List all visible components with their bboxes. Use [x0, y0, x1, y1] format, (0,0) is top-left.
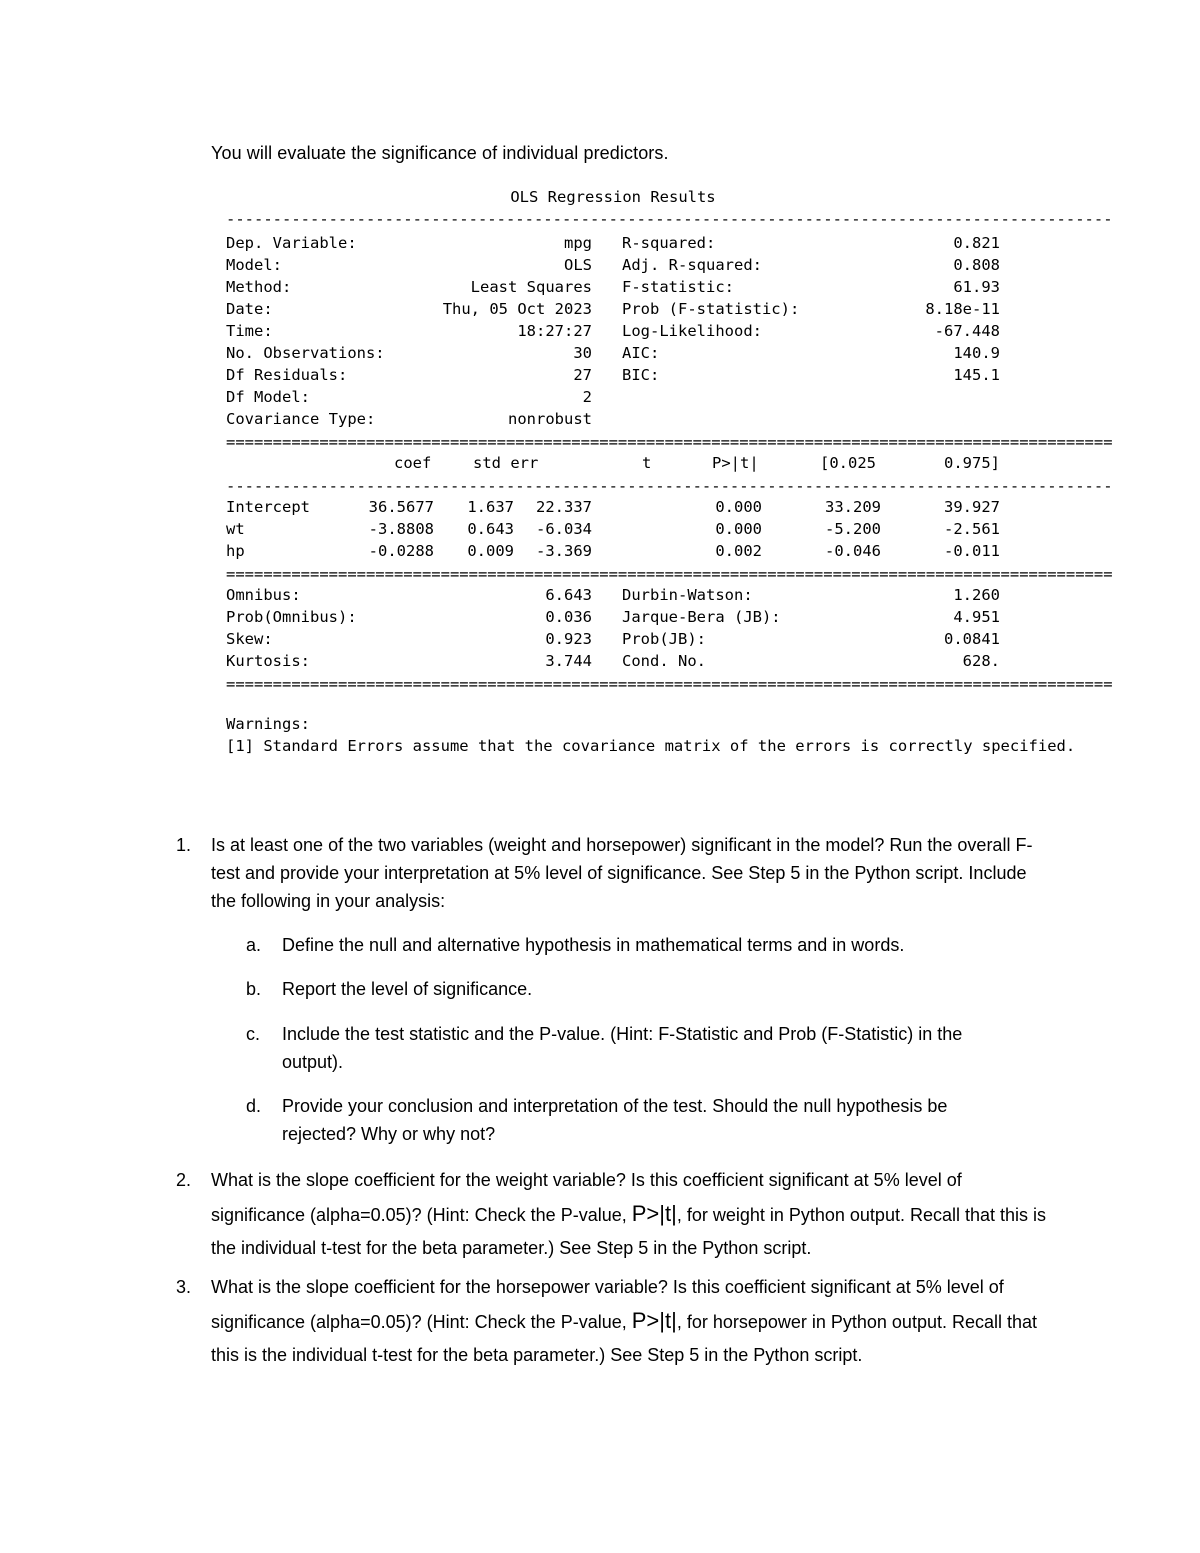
stat-value: -67.448 [934, 322, 1000, 340]
p-value-symbol: P>|t| [631, 1308, 677, 1333]
stat-value: 628. [962, 652, 1000, 670]
stat-row [226, 606, 1000, 628]
intro-text: You will evaluate the significance of individual predictors. [211, 143, 669, 163]
stat-row [226, 650, 1000, 672]
coef-cell: -0.046 [825, 542, 881, 560]
question-number: 2. [176, 1170, 192, 1190]
stat-row [226, 386, 1000, 408]
coef-cell: 0.000 [715, 520, 762, 538]
stat-value: Thu, 05 Oct 2023 [442, 300, 592, 318]
stat-label: Method: [226, 278, 292, 296]
stat-label: Adj. R-squared: [622, 256, 762, 274]
coef-cell: -0.0288 [368, 542, 434, 560]
col-header-coef: coef [394, 454, 432, 472]
coef-cell: 1.637 [467, 498, 514, 516]
col-header-ci-high: 0.975] [944, 454, 1000, 472]
coef-cell: -6.034 [536, 520, 592, 538]
col-header-stderr: std err [473, 454, 539, 472]
stat-row [226, 276, 1000, 298]
stat-label: Df Model: [226, 388, 310, 406]
stat-row [226, 232, 1000, 254]
sub-letter: c. [246, 1024, 261, 1044]
stat-value: 145.1 [953, 366, 1000, 384]
stat-value: 1.260 [953, 586, 1000, 604]
stat-value: 0.821 [953, 234, 1000, 252]
rule-equals: =============================================================================================== [226, 565, 1113, 583]
coef-row [226, 540, 1000, 562]
sub-text: Report the level of significance. [282, 979, 533, 999]
stat-label: Cond. No. [622, 652, 706, 670]
col-header-t: t [642, 454, 652, 472]
question-number: 3. [176, 1277, 192, 1297]
stat-label: R-squared: [622, 234, 716, 252]
question-text-part: What is the slope coefficient for the weight variable? Is this coefficient significant at 5% level of significance (alpha=0.05)? (Hint: Check the P-value, [211, 1170, 962, 1225]
question-text-part: , for weight in Python output. Recall that this is the individual t-test for the beta parameter.) See Step 5 in the Python script. [211, 1205, 1047, 1258]
stat-value: 0.036 [545, 608, 592, 626]
ols-title: OLS Regression Results [510, 188, 716, 206]
stat-value: 18:27:27 [517, 322, 592, 340]
rule-equals: =============================================================================================== [226, 675, 1113, 693]
coef-cell: 36.5677 [368, 498, 434, 516]
coef-cell: 39.927 [944, 498, 1000, 516]
stat-row [226, 320, 1000, 342]
stat-label: Log-Likelihood: [622, 322, 762, 340]
sub-letter: d. [246, 1096, 262, 1116]
stat-label: Jarque-Bera (JB): [622, 608, 781, 626]
sub-text: Define the null and alternative hypothesis in mathematical terms and in words. [282, 935, 905, 955]
stat-label: AIC: [622, 344, 660, 362]
question-text [211, 1271, 1051, 1372]
stat-label: Date: [226, 300, 273, 318]
coef-cell: -2.561 [944, 520, 1000, 538]
question-text [211, 1164, 1051, 1265]
stat-label: F-statistic: [622, 278, 734, 296]
stat-row [226, 628, 1000, 650]
stat-label: Omnibus: [226, 586, 301, 604]
sub-text: Provide your conclusion and interpretation of the test. Should the null hypothesis be rejected? Why or why not? [282, 1096, 948, 1144]
stat-label: Df Residuals: [226, 366, 348, 384]
stat-row [226, 408, 1000, 430]
coef-cell: -3.8808 [368, 520, 434, 538]
stat-label: Skew: [226, 630, 273, 648]
stat-label: No. Observations: [226, 344, 385, 362]
col-header-ci-low: [0.025 [820, 454, 876, 472]
stat-value: 4.951 [953, 608, 1000, 626]
stat-value: nonrobust [508, 410, 592, 428]
stat-label: Prob (F-statistic): [622, 300, 800, 318]
coef-term: wt [226, 520, 245, 538]
col-header-pvalue: P>|t| [712, 454, 759, 472]
stat-value: 0.0841 [944, 630, 1000, 648]
stat-value: 8.18e-11 [925, 300, 1000, 318]
coef-cell: -3.369 [536, 542, 592, 560]
stat-value: Least Squares [470, 278, 592, 296]
coef-row [226, 518, 1000, 540]
coef-cell: 0.000 [715, 498, 762, 516]
stat-row [226, 342, 1000, 364]
stat-label: Durbin-Watson: [622, 586, 753, 604]
stat-value: 140.9 [953, 344, 1000, 362]
warnings-title: Warnings: [226, 715, 310, 733]
question-number: 1. [176, 835, 192, 855]
coef-header-row [226, 452, 1000, 474]
rule-dash: ----------------------------------------------------------------------------------------------- [226, 477, 1113, 495]
stat-label: Kurtosis: [226, 652, 310, 670]
stat-value: 30 [573, 344, 592, 362]
coef-cell: 0.002 [715, 542, 762, 560]
stat-value: 61.93 [953, 278, 1000, 296]
question-text-part: What is the slope coefficient for the horsepower variable? Is this coefficient significant at 5% level of significance (alpha=0.05)? (Hint: Check the P-value, [211, 1277, 1004, 1332]
stat-value: 2 [582, 388, 592, 406]
rule-dash: ----------------------------------------------------------------------------------------------- [226, 210, 1113, 228]
stat-value: 0.923 [545, 630, 592, 648]
stat-label: Prob(JB): [622, 630, 706, 648]
coef-cell: -0.011 [944, 542, 1000, 560]
sub-text: Include the test statistic and the P-value. (Hint: F-Statistic and Prob (F-Statistic) in the output). [282, 1024, 963, 1072]
stat-label: Prob(Omnibus): [226, 608, 357, 626]
stat-value: mpg [564, 234, 592, 252]
stat-label: BIC: [622, 366, 660, 384]
sub-letter: a. [246, 935, 262, 955]
stat-value: 27 [573, 366, 592, 384]
coef-cell: 0.009 [467, 542, 514, 560]
rule-equals: =============================================================================================== [226, 433, 1113, 451]
stat-label: Time: [226, 322, 273, 340]
stat-row [226, 298, 1000, 320]
stat-label: Covariance Type: [226, 410, 376, 428]
coef-cell: -5.200 [825, 520, 881, 538]
stat-value: 0.808 [953, 256, 1000, 274]
stat-row [226, 254, 1000, 276]
stat-value: 3.744 [545, 652, 592, 670]
stat-value: OLS [564, 256, 592, 274]
sub-letter: b. [246, 979, 262, 999]
coef-cell: 0.643 [467, 520, 514, 538]
coef-row [226, 496, 1000, 518]
stat-row [226, 364, 1000, 386]
stat-label: Dep. Variable: [226, 234, 357, 252]
stat-value: 6.643 [545, 586, 592, 604]
coef-cell: 33.209 [825, 498, 881, 516]
coef-term: hp [226, 542, 245, 560]
question-text-part: , for horsepower in Python output. Recall that this is the individual t-test for the beta parameter.) See Step 5 in the Python script. [211, 1312, 1038, 1365]
question-text: Is at least one of the two variables (weight and horsepower) significant in the model? Run the overall F-test and provide your interpretation at 5% level of significance. See Step 5 in the Python script. Include the following in your analysis: [211, 835, 1033, 911]
p-value-symbol: P>|t| [631, 1201, 677, 1226]
warnings-line: [1] Standard Errors assume that the covariance matrix of the errors is correctly specified. [226, 737, 1076, 755]
stat-row [226, 584, 1000, 606]
coef-cell: 22.337 [536, 498, 592, 516]
coef-term: Intercept [226, 498, 310, 516]
stat-label: Model: [226, 256, 282, 274]
